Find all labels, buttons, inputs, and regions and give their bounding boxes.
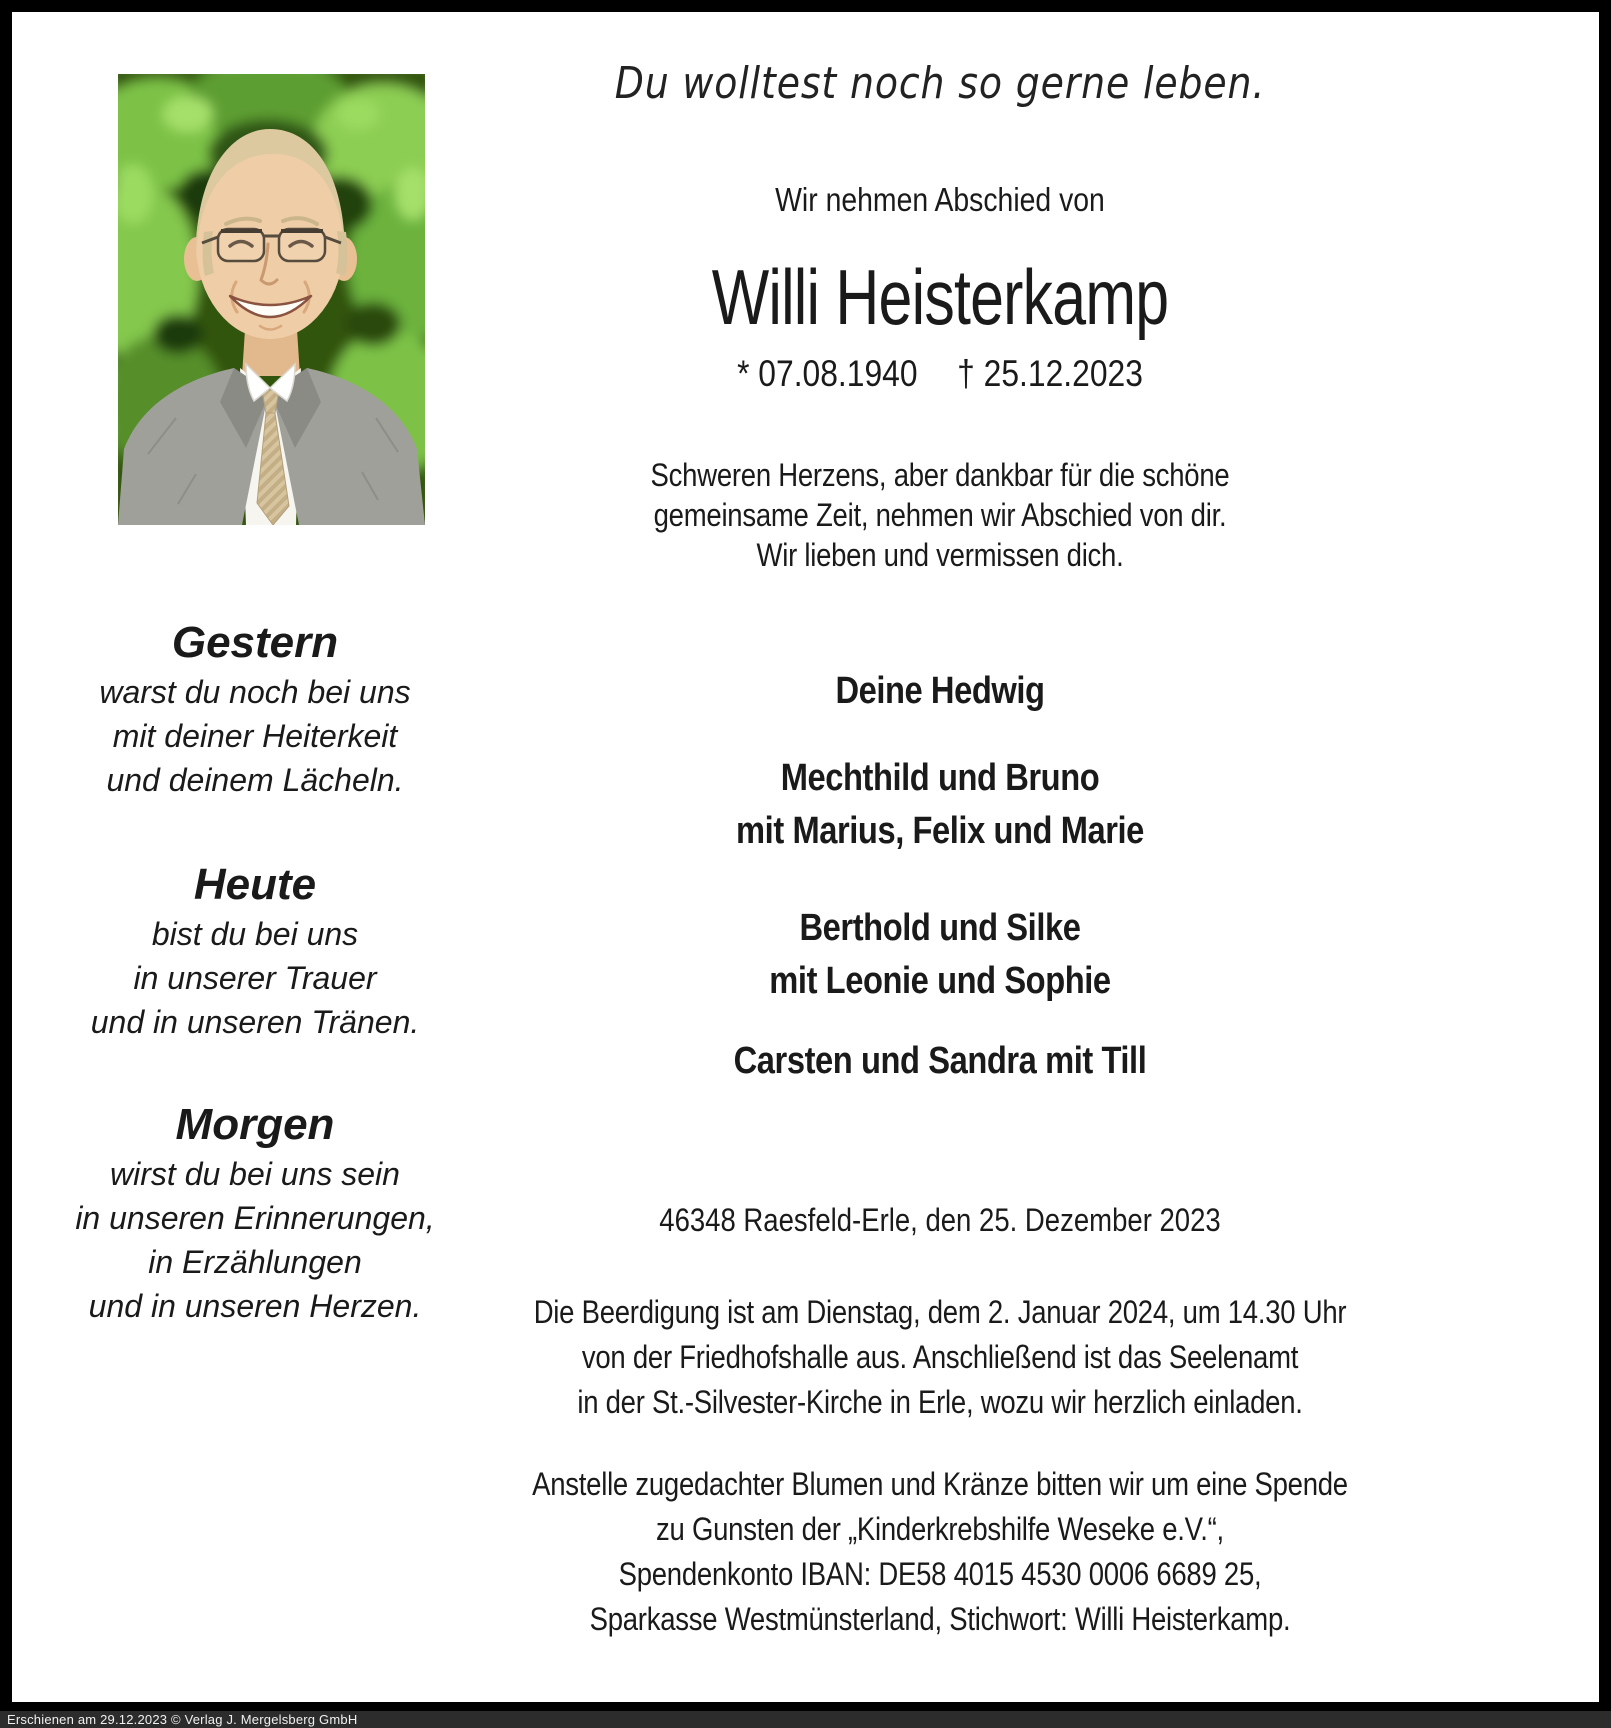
mourner-block-hedwig [519,665,1362,718]
farewell-line: Schweren Herzens, aber dankbar für die schöne [650,457,1230,493]
portrait-illustration [118,74,425,525]
donation-paragraph [519,1462,1362,1642]
publisher-footer: Erschienen am 29.12.2023 © Verlag J. Mergelsberg GmbH [0,1711,1611,1728]
mourner-line: Deine Hedwig [835,670,1045,712]
donation-line: Anstelle zugedachter Blumen und Kränze bitten wir um eine Spende [532,1466,1348,1502]
obituary-sheet [12,12,1599,1702]
funeral-line: in der St.-Silvester-Kirche in Erle, wozu wir herzlich einladen. [577,1384,1303,1420]
deceased-name: Willi Heisterkamp [711,253,1169,341]
poem-stanza-heute [60,858,450,1044]
funeral-line: von der Friedhofshalle aus. Anschließend ist das Seelenamt [581,1339,1299,1375]
mourner-line: mit Leonie und Sophie [769,960,1111,1002]
mourner-line: Carsten und Sandra mit Till [733,1040,1147,1082]
birth-date: * 07.08.1940 [737,353,918,394]
donation-line: Spendenkonto IBAN: DE58 4015 4530 0006 6689 25, [618,1556,1262,1592]
poem-line: und in unseren Tränen. [90,1004,420,1040]
script-quote: Du wolltest noch so gerne leben. [614,58,1266,109]
poem-line: warst du noch bei uns [99,674,411,710]
mourner-block-carsten [519,1035,1362,1088]
poem-line: wirst du bei uns sein [110,1156,400,1192]
life-dates [519,352,1362,396]
funeral-line: Die Beerdigung ist am Dienstag, dem 2. Januar 2024, um 14.30 Uhr [533,1294,1347,1330]
poem-title: Gestern [171,618,339,667]
place-date-line: 46348 Raesfeld-Erle, den 25. Dezember 2023 [659,1202,1221,1238]
poem-stanza-gestern [60,616,450,802]
poem-line: in Erzählungen [148,1244,362,1280]
mourner-line: mit Marius, Felix und Marie [736,810,1144,852]
poem-line: in unseren Erinnerungen, [75,1200,435,1236]
farewell-line: gemeinsame Zeit, nehmen wir Abschied von dir. [653,497,1227,533]
mourner-block-berthold [519,902,1362,1008]
death-date: † 25.12.2023 [957,353,1143,394]
poem-line: und deinem Lächeln. [106,762,404,798]
donation-line: zu Gunsten der „Kinderkrebshilfe Weseke e.V.“, [656,1511,1224,1547]
mourner-block-mechthild [519,752,1362,858]
poem-line: bist du bei uns [151,916,359,952]
poem-line: mit deiner Heiterkeit [112,718,398,754]
farewell-paragraph [519,455,1362,575]
intro-line: Wir nehmen Abschied von [775,181,1105,218]
poem-title: Morgen [175,1100,335,1149]
mourner-line: Berthold und Silke [799,907,1081,949]
farewell-line: Wir lieben und vermissen dich. [756,537,1124,573]
poem-line: und in unseren Herzen. [88,1288,422,1324]
portrait-photo [118,74,425,525]
donation-line: Sparkasse Westmünsterland, Stichwort: Willi Heisterkamp. [589,1601,1291,1637]
poem-stanza-morgen [60,1098,450,1328]
funeral-paragraph [519,1290,1362,1425]
mourner-line: Mechthild und Bruno [780,757,1100,799]
poem-line: in unserer Trauer [133,960,377,996]
poem-title: Heute [193,860,317,909]
